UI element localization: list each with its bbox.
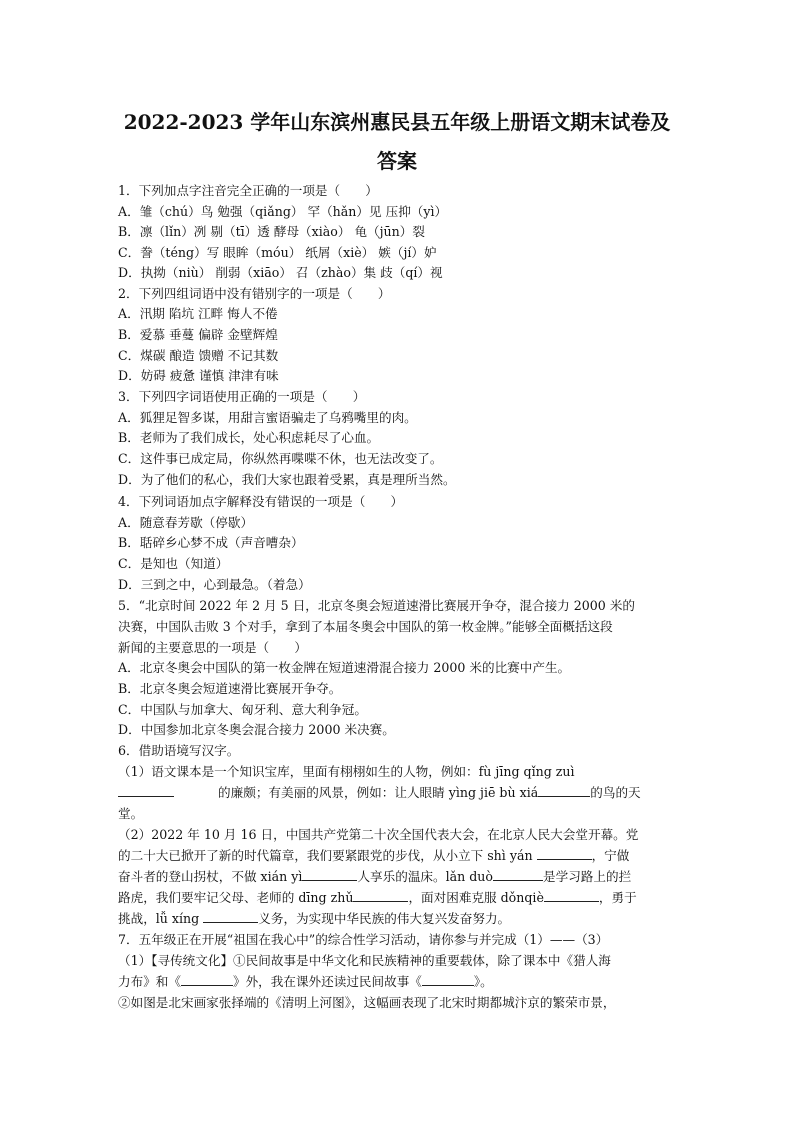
- answer-blank[interactable]: [118, 785, 174, 797]
- question-3-option-b: B．老师为了我们成长，处心积虑耗尽了心血。: [118, 430, 380, 445]
- question-3-option-d: D．为了他们的私心，我们大家也跟着受累，真是理所当然。: [118, 472, 456, 487]
- answer-blank[interactable]: [538, 785, 590, 797]
- question-7-part-1-line-2: [118, 974, 718, 990]
- page-title-continued: 答案: [377, 149, 417, 173]
- question-6-part-2-line-5: [118, 911, 718, 927]
- question-4-stem: 4．下列词语加点字解释没有错误的一项是（ ）: [118, 494, 404, 509]
- question-1-option-a: A．雏（chú）鸟 勉强（qiǎng） 罕（hǎn）见 压抑（yì）: [118, 204, 448, 219]
- question-1-stem: 1．下列加点字注音完全正确的一项是（ ）: [118, 183, 378, 198]
- question-5-option-c: C．中国队与加拿大、匈牙利、意大利争冠。: [118, 702, 367, 717]
- question-6-part-2-line-1: （2）2022 年 10 月 16 日，中国共产党第二十次全国代表大会，在北京人民大会堂开幕。党: [118, 827, 639, 842]
- question-6-part-2-text-b: ，宁做: [591, 848, 630, 863]
- answer-blank[interactable]: [181, 974, 233, 986]
- question-2-stem: 2．下列四组词语中没有错别字的一项是（ ）: [118, 286, 391, 301]
- question-6-part-2-text-a: 的二十大已掀开了新的时代篇章，我们要紧跟党的步伐，从小立下 shì yán: [118, 848, 533, 863]
- answer-blank[interactable]: [302, 869, 357, 881]
- question-6-part-2-text-h: ，勇于: [598, 890, 637, 905]
- question-6-part-2-line-2: [118, 848, 718, 864]
- question-5-stem-line-3: 新闻的主要意思的一项是（ ）: [118, 640, 307, 655]
- question-7-part-1-text-b: 》外，我在课外还读过民间故事《: [232, 974, 422, 989]
- answer-blank[interactable]: [353, 890, 408, 902]
- question-1-option-d: D．执拗（niù） 削弱（xiāo） 召（zhào）集 歧（qí）视: [118, 265, 443, 280]
- question-5-stem-line-1: 5．“北京时间 2022 年 2 月 5 日，北京冬奥会短道速滑比赛展开争夺，混合接力 2000 米的: [118, 598, 636, 613]
- question-7-part-2-line-1: ②如图是北宋画家张择端的《清明上河图》，这幅画表现了北宋时期都城汴京的繁荣市景，: [118, 995, 616, 1010]
- question-5-option-b: B．北京冬奥会短道速滑比赛展开争夺。: [118, 681, 342, 696]
- question-6-part-2-text-d: 人享乐的温床。lǎn duò: [357, 869, 493, 884]
- question-5-option-a: A．北京冬奥会中国队的第一枚金牌在短道速滑混合接力 2000 米的比赛中产生。: [118, 660, 571, 675]
- question-6-part-1-text-a: 的廉颇；有美丽的风景，例如：让人眼睛 yìng jiē bù xiá: [218, 785, 539, 800]
- question-4-option-a: A．随意春芳歇（停歇）: [118, 515, 254, 530]
- question-6-part-2-text-j: 义务，为实现中华民族的伟大复兴发奋努力。: [258, 911, 511, 926]
- question-7-part-1-line-1: （1）【寻传统文化】①民间故事是中华文化和民族精神的重要载体，除了课本中《猎人海: [118, 953, 611, 968]
- question-1-option-b: B．凛（lǐn）冽 剔（tī）透 酵母（xiào） 龟（jūn）裂: [118, 224, 425, 239]
- answer-blank[interactable]: [544, 890, 599, 902]
- answer-blank[interactable]: [422, 974, 474, 986]
- question-7-stem: 7．五年级正在开展“祖国在我心中”的综合性学习活动，请你参与并完成（1）——（3）: [118, 932, 609, 947]
- question-4-option-d: D．三到之中，心到最急。（着急）: [118, 577, 311, 592]
- question-1-option-c: C．誊（téng）写 眼眸（móu） 纸屑（xiè） 嫉（jí）妒: [118, 245, 437, 260]
- answer-blank[interactable]: [537, 848, 592, 860]
- question-4-option-c: C．是知也（知道）: [118, 556, 229, 571]
- question-7-part-1-text-a: 力布》和《: [118, 974, 181, 989]
- question-6-part-2-text-e: 是学习路上的拦: [543, 869, 632, 884]
- question-6-part-2-text-g: ，面对困难克服 dǒnqiè: [408, 890, 544, 905]
- question-2-option-b: B．爱慕 垂蔓 偏辟 金壁辉煌: [118, 327, 278, 342]
- question-3-option-a: A．狐狸足智多谋，用甜言蜜语骗走了乌鸦嘴里的肉。: [118, 410, 417, 425]
- question-6-part-2-text-f: 路虎，我们要牢记父母、老师的 dīng zhǔ: [118, 890, 354, 905]
- question-6-part-2-line-3: [118, 869, 718, 885]
- question-2-option-a: A．汛期 陷坑 江畔 悔人不倦: [118, 306, 278, 321]
- question-4-option-b: B．聒碎乡心梦不成（声音嘈杂）: [118, 535, 304, 550]
- question-6-part-2-line-4: [118, 890, 718, 906]
- question-5-stem-line-2: 决赛，中国队击败 3 个对手，拿到了本届冬奥会中国队的第一枚金牌。”能够全面概括这段: [118, 619, 613, 634]
- question-6-part-1-text-b: 的鸟的天: [590, 785, 641, 800]
- page-title: 2022-2023 学年山东滨州惠民县五年级上册语文期末试卷及: [123, 110, 671, 134]
- question-6-stem: 6．借助语境写汉字。: [118, 743, 240, 758]
- question-6-part-2-text-c: 奋斗者的登山拐杖，不做 xián yì: [118, 869, 303, 884]
- question-6-part-1-line-3: 堂。: [118, 806, 144, 821]
- question-6-part-1-line-2: [118, 785, 718, 801]
- answer-blank[interactable]: [493, 869, 543, 881]
- answer-blank[interactable]: [203, 911, 258, 923]
- question-3-stem: 3．下列四字词语使用正确的一项是（ ）: [118, 389, 366, 404]
- question-6-part-2-text-i: 挑战，lǚ xíng: [118, 911, 200, 926]
- question-2-option-d: D．妨碍 疲惫 谨慎 津津有味: [118, 368, 279, 383]
- question-3-option-c: C．这件事已成定局，你纵然再喋喋不休，也无法改变了。: [118, 451, 443, 466]
- question-7-part-1-text-c: 》。: [473, 974, 493, 989]
- question-2-option-c: C．煤碳 酿造 馈赠 不记其数: [118, 348, 279, 363]
- question-6-part-1-line-1: （1）语文课本是一个知识宝库，里面有栩栩如生的人物，例如：fù jīng qǐng zuì: [118, 764, 575, 779]
- question-5-option-d: D．中国参加北京冬奥会混合接力 2000 米决赛。: [118, 722, 395, 737]
